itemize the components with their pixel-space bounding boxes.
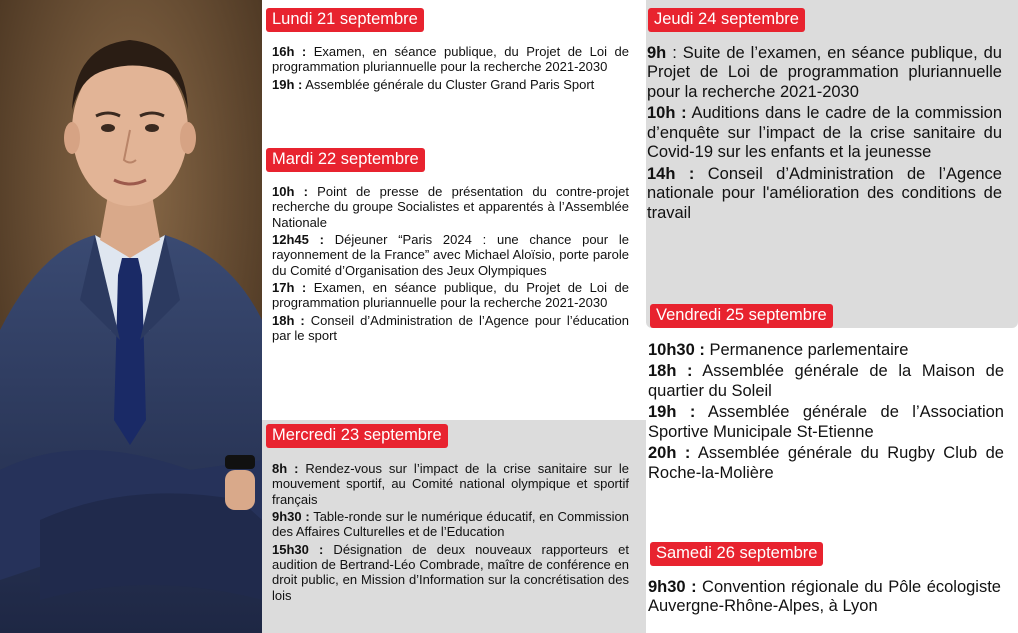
list-item — [648, 341, 1004, 360]
entry-text: Conseil d’Administration de l’Agence pour l’éducation par le sport — [272, 312, 630, 343]
entry-time: 10h : — [647, 104, 687, 123]
list-item — [272, 44, 629, 75]
day-label-mercredi: Mercredi 23 septembre — [266, 424, 448, 448]
list-item — [648, 578, 1001, 617]
entry-time: 14h : — [647, 164, 695, 183]
day-label-lundi: Lundi 21 septembre — [266, 8, 424, 32]
list-item — [648, 444, 1004, 483]
schedule-lundi — [272, 44, 629, 94]
list-item — [648, 362, 1004, 401]
entry-text: Assemblée générale du Rugby Club de Roche-la-Molière — [648, 444, 1004, 482]
entry-time: 8h : — [272, 461, 299, 476]
entry-text: Rendez-vous sur l’impact de la crise sanitaire sur le mouvement sportif, au Comité national olympique et sportif français — [272, 461, 629, 507]
day-label-mardi: Mardi 22 septembre — [266, 148, 425, 172]
schedule-mercredi — [272, 461, 629, 605]
entry-time: 10h30 : — [648, 341, 705, 359]
entry-text: Examen, en séance publique, du Projet de Loi de programmation pluriannuelle pour la recherche 2021-2030 — [272, 44, 629, 75]
entry-time: 16h : — [272, 44, 307, 59]
entry-time: 18h : — [648, 362, 693, 381]
entry-time: 9h30 : — [648, 578, 697, 596]
entry-text: : Suite de l’examen, en séance publique, du Projet de Loi de programmation pluriannuelle pour la recherche 2021-2030 — [647, 44, 1002, 101]
entry-time: 17h : — [272, 279, 307, 295]
entry-text: Déjeuner “Paris 2024 : une chance pour le rayonnement de la France” avec Michael Aloïsio, porte parole du Comité d’Organisation des Jeux Olympiques — [272, 231, 629, 278]
list-item — [272, 542, 629, 603]
schedule-samedi — [648, 578, 1001, 619]
entry-text: Convention régionale du Pôle écologiste Auvergne-Rhône-Alpes, à Lyon — [648, 578, 1001, 616]
schedule-vendredi — [648, 341, 1004, 485]
entry-time: 9h — [647, 44, 667, 62]
day-label-samedi: Samedi 26 septembre — [650, 542, 823, 566]
list-item — [272, 184, 629, 230]
list-item — [647, 165, 1002, 223]
day-label-jeudi: Jeudi 24 septembre — [648, 8, 805, 32]
entry-time: 20h : — [648, 444, 691, 463]
day-label-vendredi: Vendredi 25 septembre — [650, 304, 833, 328]
list-item — [272, 313, 629, 344]
schedule-mardi — [272, 184, 629, 345]
list-item — [272, 77, 629, 92]
entry-text: Désignation de deux nouveaux rapporteurs et audition de Bertrand-Léo Combrade, maître de conférence en droit public, en Mission d’Information sur la concrétisation des lois — [272, 541, 629, 603]
entry-time: 12h45 : — [272, 231, 324, 247]
list-item — [647, 104, 1002, 162]
entry-text: Assemblée générale de l’Association Sportive Municipale St-Etienne — [648, 403, 1004, 441]
entry-text: Conseil d’Administration de l’Agence nationale pour l'amélioration des conditions de travail — [647, 164, 1002, 222]
entry-text: Auditions dans le cadre de la commission d’enquête sur l’impact de la crise sanitaire du Covid-19 sur les enfants et la jeunesse — [647, 104, 1002, 162]
entry-text: Table-ronde sur le numérique éducatif, en Commission des Affaires Culturelles et de l’Education — [272, 508, 629, 540]
portrait-illustration — [0, 0, 262, 633]
entry-text: Permanence parlementaire — [704, 341, 909, 359]
list-item — [272, 232, 629, 278]
list-item — [648, 403, 1004, 442]
entry-text: Assemblée générale de la Maison de quartier du Soleil — [648, 362, 1004, 400]
list-item — [272, 280, 629, 311]
list-item — [272, 461, 629, 507]
portrait-photo — [0, 0, 262, 633]
entry-time: 19h : — [272, 76, 303, 92]
entry-time: 15h30 : — [272, 541, 324, 557]
entry-time: 9h30 : — [272, 508, 310, 524]
entry-text: Examen, en séance publique, du Projet de Loi de programmation pluriannuelle pour la recherche 2021-2030 — [272, 279, 629, 311]
entry-text: Point de presse de présentation du contre-projet recherche du groupe Socialistes et apparentés à l’Assemblée Nationale — [272, 184, 630, 230]
entry-time: 19h : — [648, 403, 696, 422]
list-item — [272, 509, 629, 540]
entry-text: Assemblée générale du Cluster Grand Paris Sport — [302, 76, 595, 92]
list-item — [647, 44, 1002, 102]
schedule-jeudi — [647, 44, 1002, 225]
entry-time: 18h : — [272, 312, 305, 328]
entry-time: 10h : — [272, 184, 308, 199]
